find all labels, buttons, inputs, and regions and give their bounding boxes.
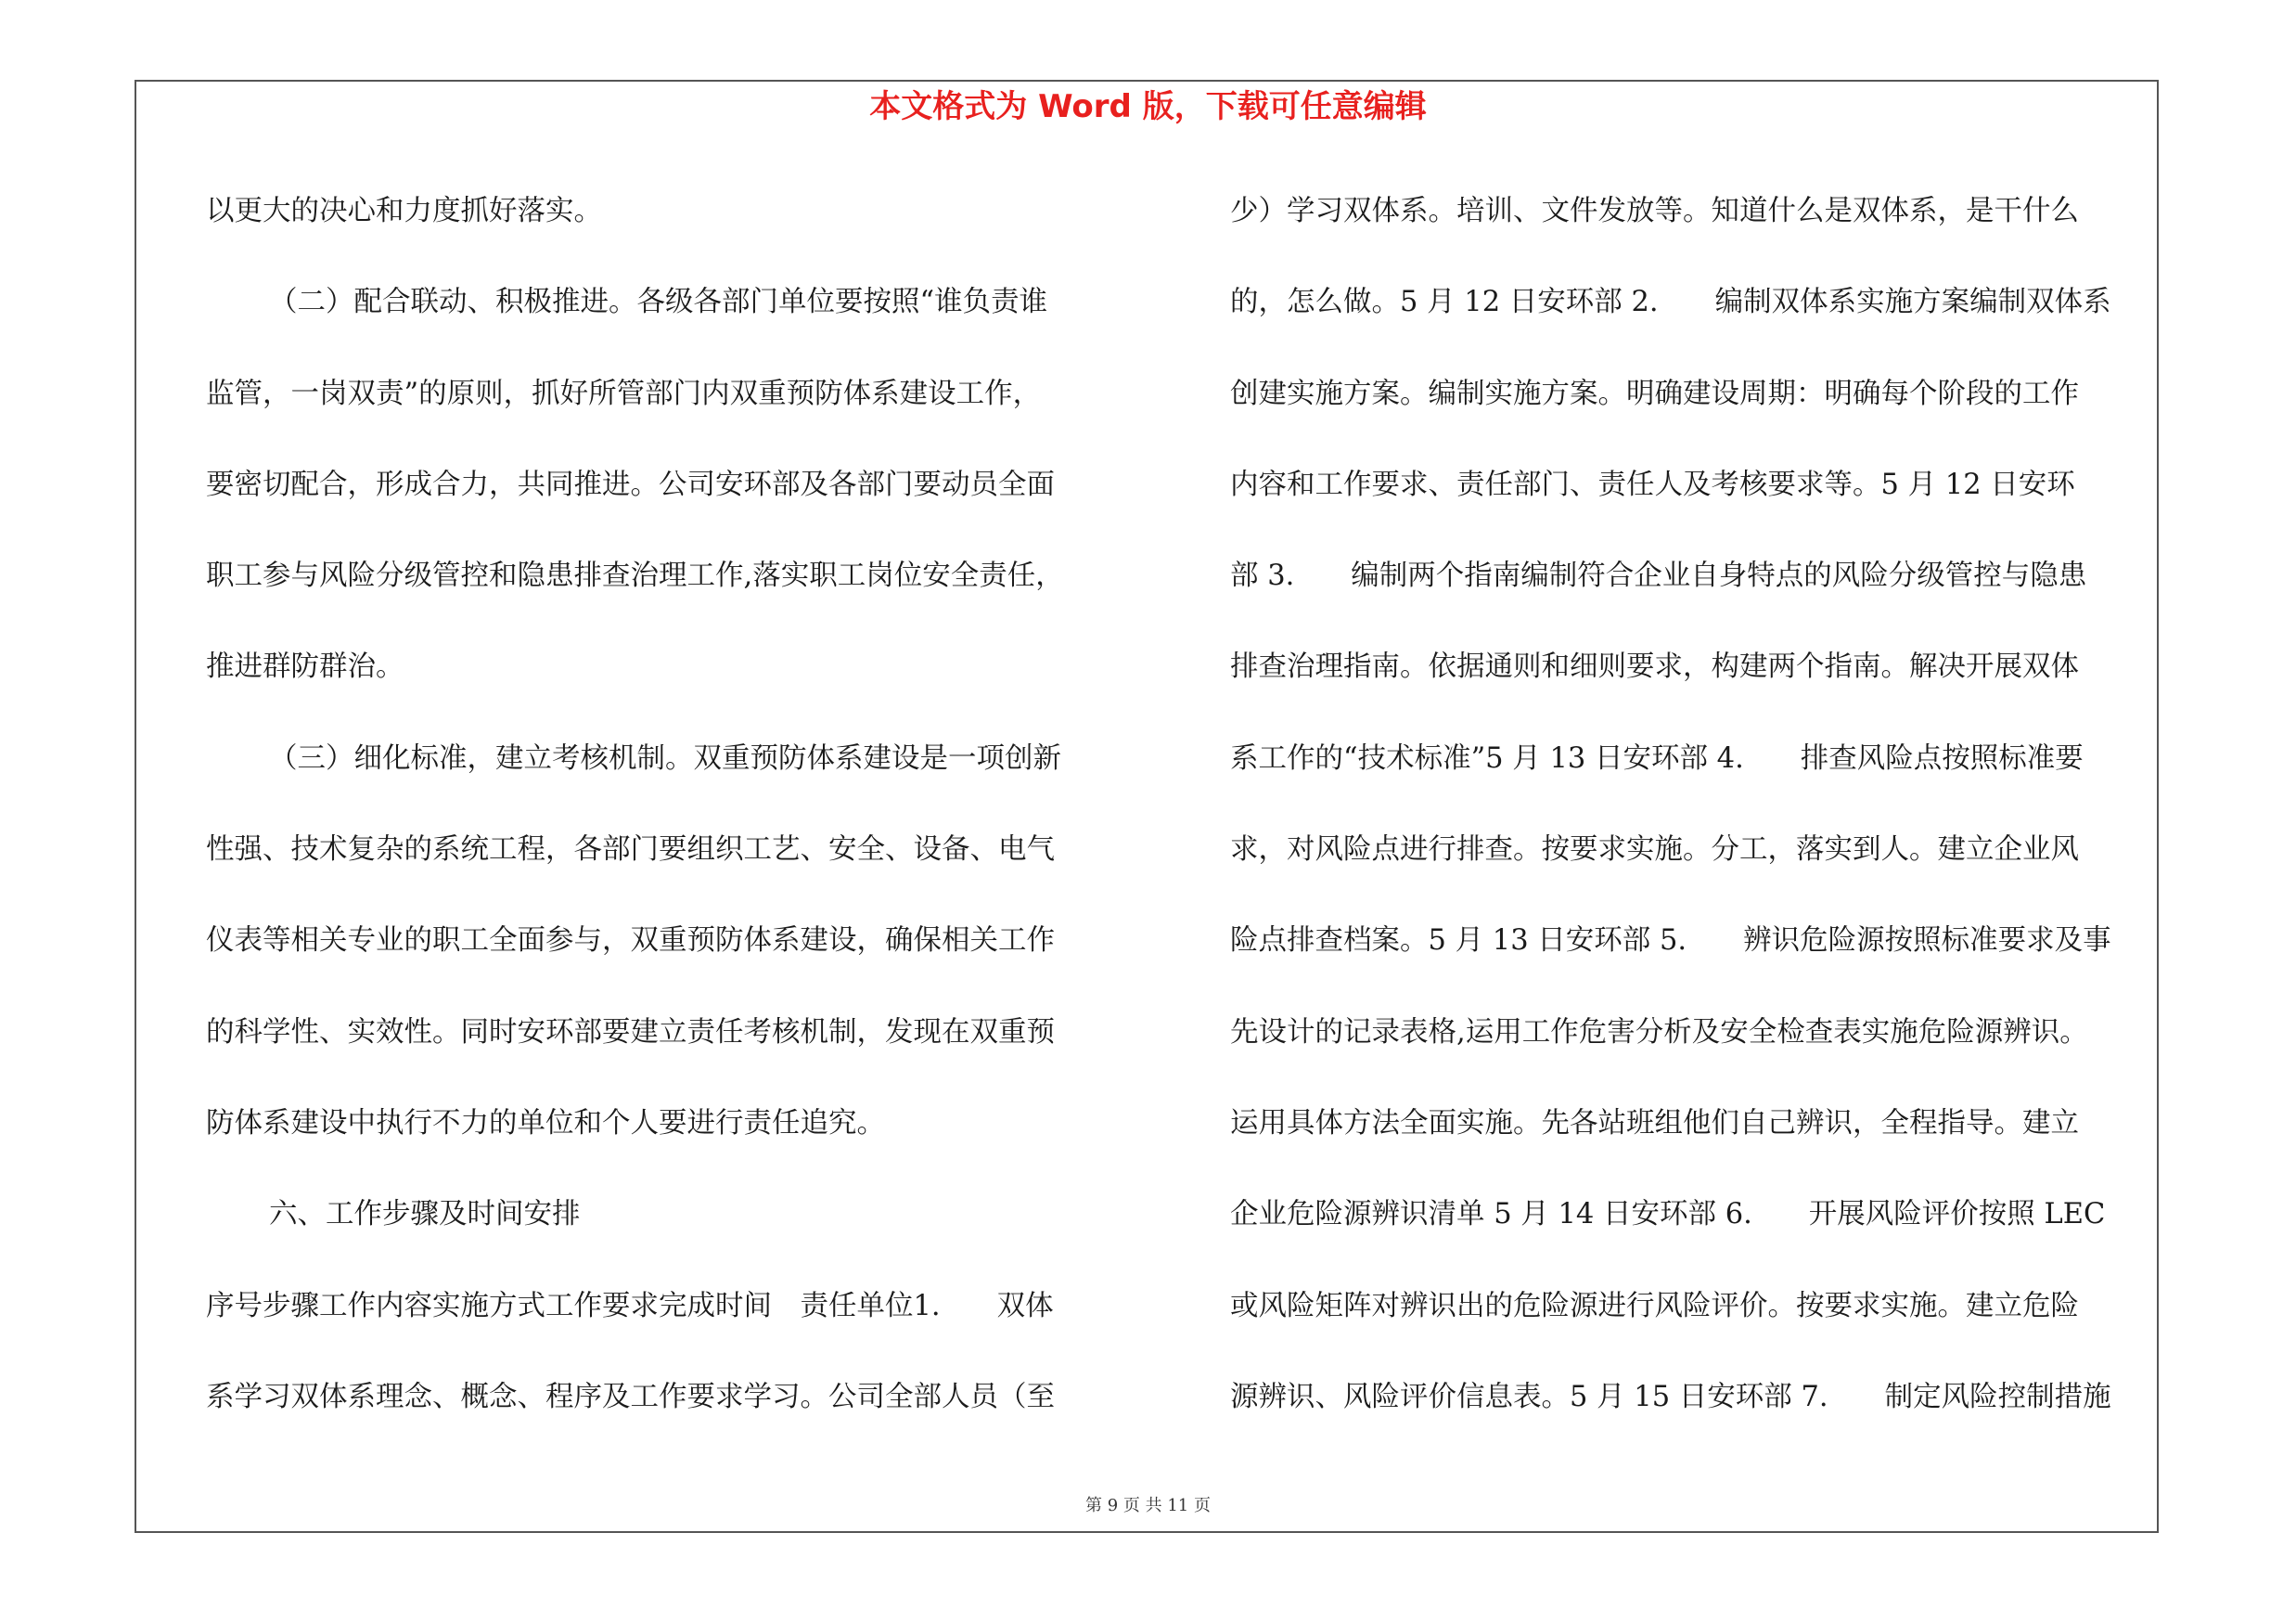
text-line: 少）学习双体系。培训、文件发放等。知道什么是双体系，是干什么 — [1230, 195, 2079, 227]
right-column — [1230, 184, 2158, 1461]
text-line: 先设计的记录表格,运用工作危害分析及安全检查表实施危险源辨识。 — [1230, 1015, 2088, 1049]
text-line: 要密切配合，形成合力，共同推进。公司安环部及各部门要动员全面 — [206, 468, 1055, 501]
text-line: 创建实施方案。编制实施方案。明确建设周期：明确每个阶段的工作 — [1230, 377, 2079, 410]
text-line: 推进群防群治。 — [206, 650, 404, 684]
text-line: 企业危险源辨识清单 5 月 14 日安环部 6. 开展风险评价按照 LEC — [1230, 1198, 2106, 1231]
text-line: （二）配合联动、积极推进。各级各部门单位要按照“谁负责谁 — [269, 286, 1048, 319]
left-column — [206, 184, 1143, 1461]
text-line: 以更大的决心和力度抓好落实。 — [206, 195, 602, 227]
text-line: 职工参与风险分级管控和隐患排查治理工作,落实职工岗位安全责任， — [206, 560, 1064, 593]
text-line: 六、工作步骤及时间安排 — [269, 1198, 581, 1231]
text-line: 源辨识、风险评价信息表。5 月 15 日安环部 7. 制定风险控制措施 — [1230, 1380, 2111, 1413]
text-line: 的科学性、实效性。同时安环部要建立责任考核机制，发现在双重预 — [206, 1015, 1055, 1049]
text-line: （三）细化标准，建立考核机制。双重预防体系建设是一项创新 — [269, 741, 1061, 775]
text-line: 防体系建设中执行不力的单位和个人要进行责任追究。 — [206, 1106, 885, 1140]
text-line: 性强、技术复杂的系统工程，各部门要组织工艺、安全、设备、电气 — [206, 833, 1055, 867]
text-line: 内容和工作要求、责任部门、责任人及考核要求等。5 月 12 日安环 — [1230, 468, 2075, 501]
page-number: 第 9 页 共 11 页 — [1085, 1496, 1211, 1515]
text-line: 运用具体方法全面实施。先各站班组他们自己辨识，全程指导。建立 — [1230, 1106, 2079, 1140]
text-line: 部 3. 编制两个指南编制符合企业自身特点的风险分级管控与隐患 — [1230, 560, 2087, 593]
header-banner: 本文格式为 Word 版，下载可任意编辑 — [869, 88, 1427, 125]
text-line: 或风险矩阵对辨识出的危险源进行风险评价。按要求实施。建立危险 — [1230, 1289, 2079, 1322]
text-line: 系学习双体系理念、概念、程序及工作要求学习。公司全部人员（至 — [206, 1380, 1055, 1413]
text-line: 监管，一岗双责”的原则，抓好所管部门内双重预防体系建设工作， — [206, 377, 1042, 410]
text-line: 险点排查档案。5 月 13 日安环部 5. 辨识危险源按照标准要求及事 — [1230, 924, 2111, 958]
text-line: 系工作的“技术标准”5 月 13 日安环部 4. 排查风险点按照标准要 — [1230, 741, 2084, 775]
text-line: 排查治理指南。依据通则和细则要求，构建两个指南。解决开展双体 — [1230, 650, 2079, 684]
text-line: 序号步骤工作内容实施方式工作要求完成时间 责任单位1. 双体 — [206, 1289, 1054, 1322]
text-line: 仪表等相关专业的职工全面参与，双重预防体系建设，确保相关工作 — [206, 924, 1055, 958]
text-line: 求，对风险点进行排查。按要求实施。分工，落实到人。建立企业风 — [1230, 833, 2079, 867]
text-line: 的，怎么做。5 月 12 日安环部 2. 编制双体系实施方案编制双体系 — [1230, 286, 2111, 319]
